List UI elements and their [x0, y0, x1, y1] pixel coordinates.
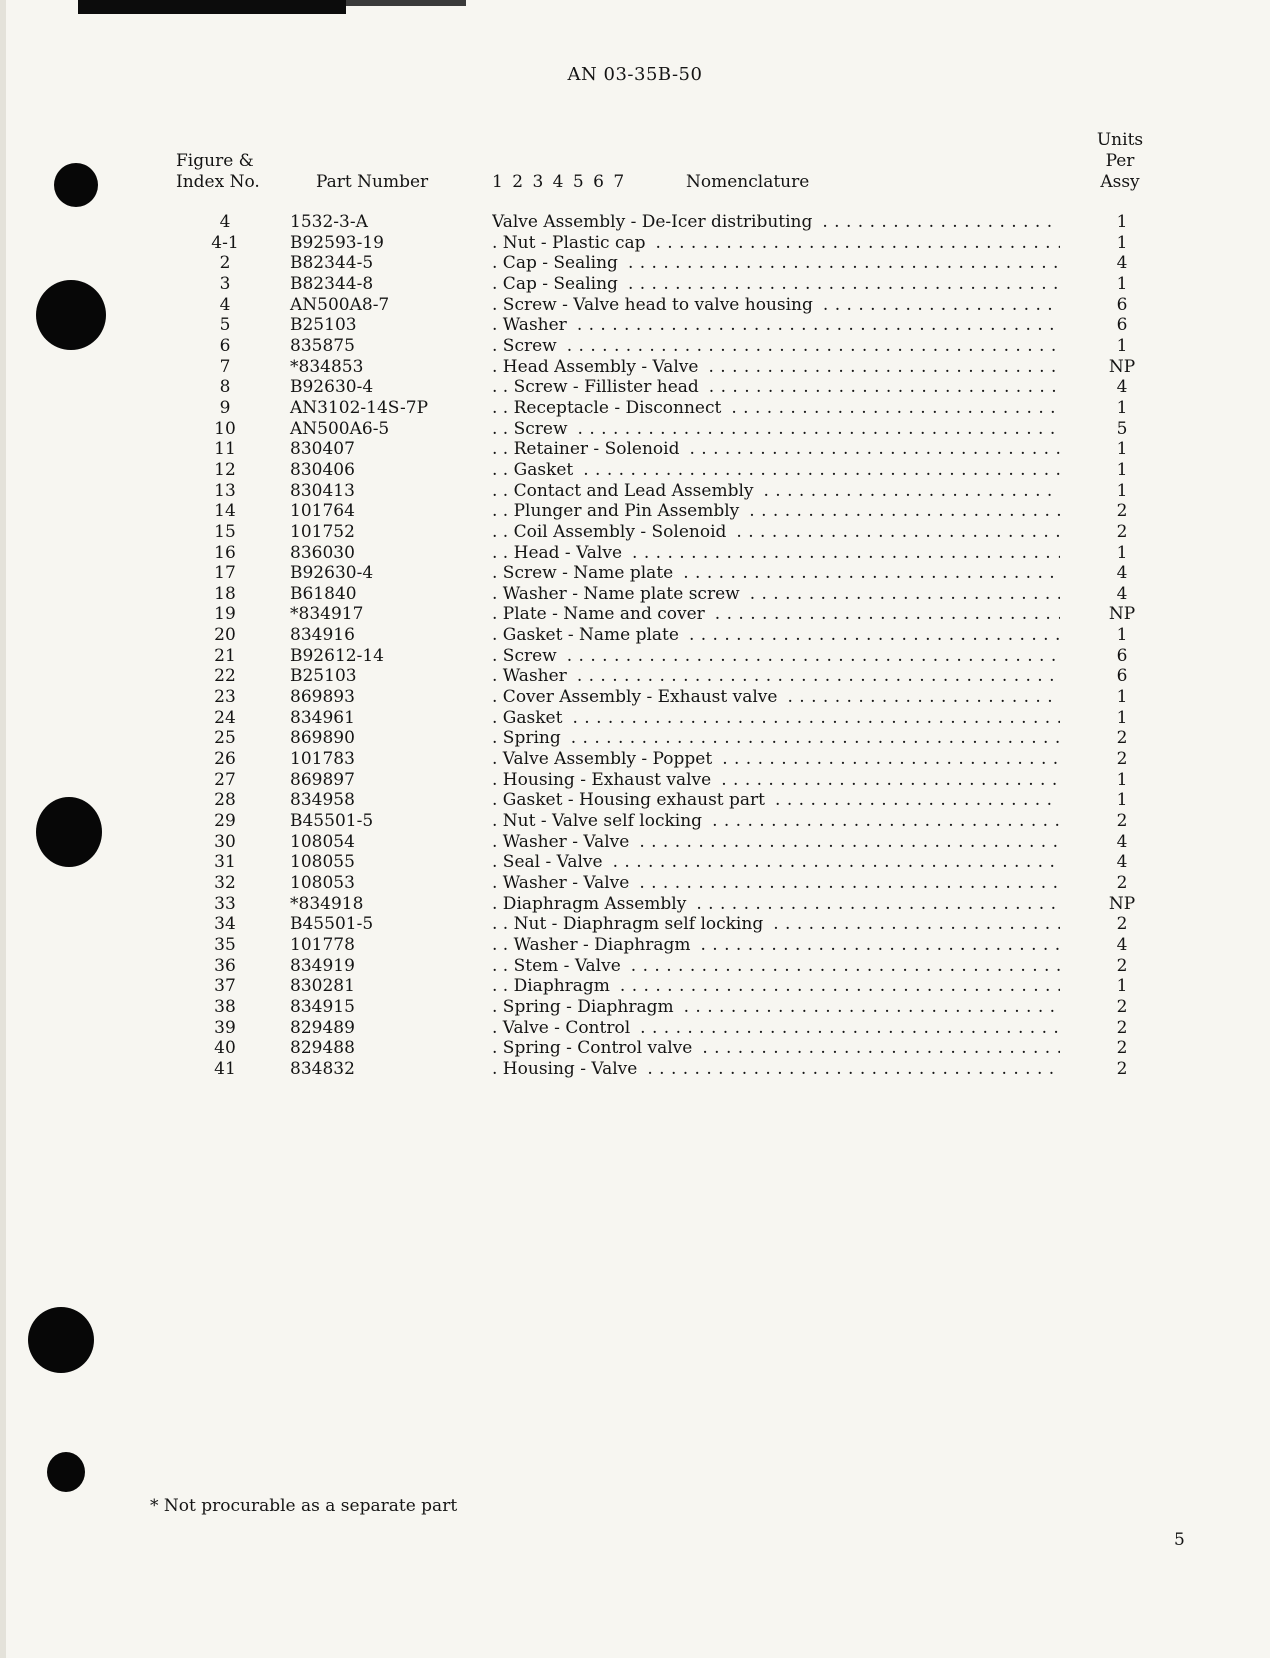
part-number-cell: 829489 [290, 1017, 355, 1038]
parts-row [0, 935, 1270, 956]
units-cell: 2 [1116, 501, 1128, 522]
nomenclature-cell: . Washer - Valve . . . [492, 873, 1060, 894]
index-cell: 24 [214, 707, 236, 728]
parts-row [0, 956, 1270, 977]
parts-row [0, 584, 1270, 605]
nomenclature-cell: . Cover Assembly - Exhaust valve . . . [492, 687, 1060, 708]
units-cell: 2 [1116, 811, 1128, 832]
parts-row [0, 274, 1270, 295]
parts-row [0, 666, 1270, 687]
nomenclature-cell: . Nut - Plastic cap . . . [492, 233, 1060, 254]
index-cell: 11 [214, 439, 236, 460]
units-cell: 1 [1116, 625, 1128, 646]
nomenclature-cell: . Cap - Sealing . . . [492, 253, 1060, 274]
nomenclature-cell: . . Coil Assembly - Solenoid . . . [492, 522, 1060, 543]
units-cell: 1 [1116, 790, 1128, 811]
header-indent-levels: 1 2 3 4 5 6 7 [492, 172, 625, 192]
units-cell: NP [1108, 604, 1136, 625]
parts-row [0, 501, 1270, 522]
part-number-cell: B92630-4 [290, 563, 374, 584]
part-number-cell: 830413 [290, 480, 355, 501]
units-cell: 2 [1116, 728, 1128, 749]
parts-row [0, 728, 1270, 749]
units-cell: 1 [1116, 542, 1128, 563]
header-part-number: Part Number [316, 172, 429, 192]
footnote: * Not procurable as a separate part [150, 1496, 458, 1516]
part-number-cell: 1532-3-A [290, 212, 368, 232]
nomenclature-cell: . Gasket - Housing exhaust part . . . [492, 790, 1060, 811]
part-number-cell: *834853 [290, 356, 364, 377]
part-number-cell: 830406 [290, 459, 355, 480]
nomenclature-cell: . Washer . . . [492, 315, 1060, 336]
index-cell: 38 [214, 996, 236, 1017]
index-cell: 31 [214, 852, 236, 873]
units-cell: 6 [1116, 315, 1128, 336]
part-number-cell: 101778 [290, 934, 355, 955]
index-cell: 20 [214, 625, 236, 646]
part-number-cell: B25103 [290, 666, 357, 687]
units-cell: 4 [1116, 583, 1128, 604]
part-number-cell: B61840 [290, 583, 357, 604]
nomenclature-cell: . Screw - Name plate . . . [492, 563, 1060, 584]
part-number-cell: B25103 [290, 315, 357, 336]
nomenclature-cell: . Screw . . . [492, 336, 1060, 357]
parts-list [0, 212, 1270, 1080]
parts-row [0, 522, 1270, 543]
parts-row [0, 976, 1270, 997]
index-cell: 10 [214, 418, 236, 439]
parts-row [0, 894, 1270, 915]
units-cell: 1 [1116, 707, 1128, 728]
nomenclature-cell: . Valve Assembly - Poppet . . . [492, 749, 1060, 770]
parts-row [0, 852, 1270, 873]
parts-row [0, 212, 1270, 233]
scan-tape-mark [78, 0, 346, 14]
index-cell: 37 [214, 976, 236, 997]
units-cell: 2 [1116, 1058, 1128, 1079]
nomenclature-cell: . Nut - Valve self locking . . . [492, 811, 1060, 832]
part-number-cell: B92630-4 [290, 377, 374, 398]
nomenclature-cell: . Screw . . . [492, 646, 1060, 667]
index-cell: 27 [214, 769, 236, 790]
index-cell: 41 [214, 1058, 236, 1079]
nomenclature-cell: . . Plunger and Pin Assembly . . . [492, 501, 1060, 522]
part-number-cell: 834958 [290, 790, 355, 811]
part-number-cell: 829488 [290, 1038, 355, 1059]
nomenclature-cell: . . Gasket . . . [492, 460, 1060, 481]
nomenclature-cell: . . Head - Valve . . . [492, 543, 1060, 564]
part-number-cell: B82344-8 [290, 273, 374, 294]
parts-row [0, 398, 1270, 419]
units-cell: 1 [1116, 439, 1128, 460]
index-cell: 33 [214, 893, 236, 914]
part-number-cell: *834918 [290, 893, 364, 914]
part-number-cell: 836030 [290, 542, 355, 563]
parts-row [0, 790, 1270, 811]
units-cell: 2 [1116, 873, 1128, 893]
index-cell: 8 [219, 377, 231, 398]
nomenclature-cell: . Housing - Valve . . . [492, 1059, 1060, 1080]
header-figure-index [176, 151, 260, 193]
binder-hole [54, 163, 98, 207]
index-cell: 7 [219, 356, 231, 377]
index-cell: 40 [214, 1038, 236, 1059]
nomenclature-cell: . . Stem - Valve . . . [492, 956, 1060, 977]
nomenclature-cell: . . Diaphragm . . . [492, 976, 1060, 997]
index-cell: 28 [214, 790, 236, 811]
index-cell: 39 [214, 1017, 236, 1038]
parts-row [0, 357, 1270, 378]
units-cell: 1 [1116, 687, 1128, 708]
index-cell: 12 [214, 459, 236, 480]
units-cell: 1 [1116, 335, 1128, 356]
part-number-cell: 101783 [290, 749, 355, 770]
parts-row [0, 708, 1270, 729]
nomenclature-cell: Valve Assembly - De-Icer distributing . . . [492, 212, 1060, 233]
index-cell: 21 [214, 645, 236, 666]
parts-row [0, 604, 1270, 625]
index-cell: 14 [214, 501, 236, 522]
part-number-cell: 834916 [290, 625, 355, 646]
units-cell: 2 [1116, 1038, 1128, 1059]
part-number-cell: AN500A8-7 [290, 294, 390, 315]
index-cell: 25 [214, 728, 236, 749]
units-cell: NP [1108, 893, 1136, 914]
part-number-cell: 830281 [290, 976, 355, 997]
parts-row [0, 295, 1270, 316]
units-cell: 2 [1116, 996, 1128, 1017]
part-number-cell: 830407 [290, 439, 355, 460]
index-cell: 15 [214, 521, 236, 542]
units-cell: 4 [1116, 934, 1128, 955]
nomenclature-cell: . . Washer - Diaphragm . . . [492, 935, 1060, 956]
nomenclature-cell: . Spring - Diaphragm . . . [492, 997, 1060, 1018]
index-cell: 18 [214, 583, 236, 604]
part-number-cell: 869893 [290, 687, 355, 708]
scan-tape-mark-tail [346, 0, 466, 6]
part-number-cell: 869890 [290, 728, 355, 749]
nomenclature-cell: . Gasket - Name plate . . . [492, 625, 1060, 646]
units-cell: 1 [1116, 232, 1128, 253]
units-cell: 2 [1116, 955, 1128, 976]
header-figure-label: Figure & Index No. [176, 151, 260, 192]
nomenclature-cell: . Washer - Valve . . . [492, 832, 1060, 853]
part-number-cell: 108054 [290, 831, 355, 852]
index-cell: 4 [219, 212, 231, 232]
part-number-cell: 835875 [290, 335, 355, 356]
parts-row [0, 811, 1270, 832]
part-number-cell: B45501-5 [290, 811, 374, 832]
units-cell: 2 [1116, 1017, 1128, 1038]
index-cell: 22 [214, 666, 236, 687]
units-cell: 2 [1116, 749, 1128, 770]
parts-row [0, 481, 1270, 502]
page-number: 5 [1174, 1530, 1185, 1550]
part-number-cell: 101764 [290, 501, 355, 522]
nomenclature-cell: . Screw - Valve head to valve housing . . . [492, 295, 1060, 316]
parts-row [0, 377, 1270, 398]
index-cell: 4-1 [211, 232, 239, 253]
nomenclature-cell: . Cap - Sealing . . . [492, 274, 1060, 295]
index-cell: 30 [214, 831, 236, 852]
units-cell: 1 [1116, 397, 1128, 418]
nomenclature-cell: . Spring . . . [492, 728, 1060, 749]
index-cell: 5 [219, 315, 231, 336]
parts-row [0, 1038, 1270, 1059]
units-cell: 6 [1116, 294, 1128, 315]
units-cell: 1 [1116, 480, 1128, 501]
units-cell: 1 [1116, 976, 1128, 997]
part-number-cell: 108055 [290, 852, 355, 873]
index-cell: 13 [214, 480, 236, 501]
nomenclature-cell: . Washer - Name plate screw . . . [492, 584, 1060, 605]
parts-row [0, 253, 1270, 274]
index-cell: 16 [214, 542, 236, 563]
nomenclature-cell: . . Screw - Fillister head . . . [492, 377, 1060, 398]
part-number-cell: AN500A6-5 [290, 418, 390, 439]
part-number-cell: AN3102-14S-7P [290, 397, 429, 418]
index-cell: 26 [214, 749, 236, 770]
parts-row [0, 563, 1270, 584]
index-cell: 32 [214, 873, 236, 893]
parts-row [0, 543, 1270, 564]
nomenclature-cell: . Diaphragm Assembly . . . [492, 894, 1060, 915]
index-cell: 6 [219, 335, 231, 356]
units-cell: 4 [1116, 253, 1128, 274]
parts-row [0, 460, 1270, 481]
index-cell: 29 [214, 811, 236, 832]
part-number-cell: *834917 [290, 604, 364, 625]
index-cell: 36 [214, 955, 236, 976]
units-cell: 6 [1116, 666, 1128, 687]
parts-row [0, 1059, 1270, 1080]
units-cell: 2 [1116, 521, 1128, 542]
parts-row [0, 997, 1270, 1018]
nomenclature-cell: . Washer . . . [492, 666, 1060, 687]
units-cell: 1 [1116, 459, 1128, 480]
part-number-cell: B92593-19 [290, 232, 384, 253]
parts-row [0, 873, 1270, 894]
part-number-cell: 834919 [290, 955, 355, 976]
part-number-cell: B92612-14 [290, 645, 384, 666]
parts-row [0, 914, 1270, 935]
index-cell: 23 [214, 687, 236, 708]
units-cell: 5 [1116, 418, 1128, 439]
units-cell: 4 [1116, 831, 1128, 852]
units-cell: 4 [1116, 563, 1128, 584]
nomenclature-cell: . Plate - Name and cover . . . [492, 604, 1060, 625]
index-cell: 2 [219, 253, 231, 274]
index-cell: 3 [219, 273, 231, 294]
part-number-cell: B82344-5 [290, 253, 374, 274]
index-cell: 35 [214, 934, 236, 955]
part-number-cell: 834961 [290, 707, 355, 728]
parts-row [0, 625, 1270, 646]
header-nomenclature: Nomenclature [686, 172, 810, 192]
part-number-cell: 108053 [290, 873, 355, 893]
units-cell: 1 [1116, 212, 1128, 232]
part-number-cell: 834915 [290, 996, 355, 1017]
header-units-per-assy [1080, 130, 1160, 193]
parts-row [0, 687, 1270, 708]
document-number: AN 03-35B-50 [567, 64, 703, 85]
index-cell: 17 [214, 563, 236, 584]
parts-row [0, 439, 1270, 460]
nomenclature-cell: . . Contact and Lead Assembly . . . [492, 481, 1060, 502]
nomenclature-cell: . Housing - Exhaust valve . . . [492, 770, 1060, 791]
nomenclature-cell: . Head Assembly - Valve . . . [492, 357, 1060, 378]
nomenclature-cell: . Valve - Control . . . [492, 1018, 1060, 1039]
header-units-label: Units Per Assy [1096, 130, 1144, 192]
parts-row [0, 832, 1270, 853]
nomenclature-cell: . . Screw . . . [492, 419, 1060, 440]
nomenclature-cell: . . Receptacle - Disconnect . . . [492, 398, 1060, 419]
units-cell: 4 [1116, 377, 1128, 398]
parts-row [0, 336, 1270, 357]
parts-row [0, 419, 1270, 440]
units-cell: 1 [1116, 273, 1128, 294]
part-number-cell: 834832 [290, 1058, 355, 1079]
part-number-cell: 869897 [290, 769, 355, 790]
parts-row [0, 646, 1270, 667]
index-cell: 4 [219, 294, 231, 315]
units-cell: 6 [1116, 645, 1128, 666]
part-number-cell: B45501-5 [290, 914, 374, 935]
nomenclature-cell: . . Retainer - Solenoid . . . [492, 439, 1060, 460]
binder-hole [28, 1307, 94, 1373]
nomenclature-cell: . Seal - Valve . . . [492, 852, 1060, 873]
parts-row [0, 770, 1270, 791]
units-cell: 1 [1116, 769, 1128, 790]
index-cell: 34 [214, 914, 236, 935]
units-cell: 2 [1116, 914, 1128, 935]
index-cell: 19 [214, 604, 236, 625]
nomenclature-cell: . . Nut - Diaphragm self locking . . . [492, 914, 1060, 935]
units-cell: NP [1108, 356, 1136, 377]
nomenclature-cell: . Gasket . . . [492, 708, 1060, 729]
binder-hole [47, 1452, 85, 1492]
index-cell: 9 [219, 397, 231, 418]
parts-row [0, 749, 1270, 770]
parts-row [0, 315, 1270, 336]
parts-row [0, 1018, 1270, 1039]
parts-row [0, 233, 1270, 254]
nomenclature-cell: . Spring - Control valve . . . [492, 1038, 1060, 1059]
part-number-cell: 101752 [290, 521, 355, 542]
units-cell: 4 [1116, 852, 1128, 873]
